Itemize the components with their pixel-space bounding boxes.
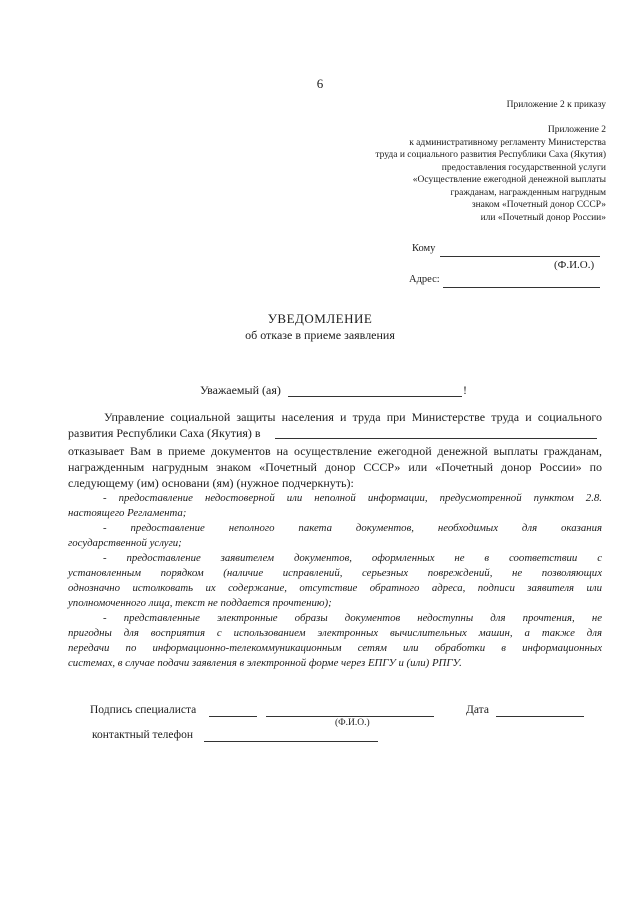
specialist-label: Подпись специалиста	[90, 704, 197, 716]
appendix-ref: Приложение 2 к приказу	[506, 100, 606, 110]
ground-line: уполномоченного лица, текст не поддается прочтению);	[68, 597, 332, 609]
body-line: награжденным нагрудным знаком «Почетный донор СССР» или «Почетный донор России» по	[68, 460, 602, 474]
address-label: Адрес:	[409, 274, 440, 285]
appendix-line: или «Почетный донор России»	[480, 212, 606, 223]
appendix-line: гражданам, награжденным нагрудным	[450, 187, 606, 198]
ground-line: настоящего Регламента;	[68, 507, 187, 519]
appendix-line: знаком «Почетный донор СССР»	[471, 200, 606, 210]
appendix-line: труда и социального развития Республики Саха (Якутия)	[375, 150, 606, 160]
appendix-line: к административному регламенту Министерства	[409, 137, 606, 148]
ground-line: - предоставление заявителем документов, оформленных не в соответствии с	[103, 552, 602, 564]
date-line[interactable]	[496, 716, 584, 717]
signature-line[interactable]	[209, 716, 257, 717]
appendix-line: Приложение 2	[547, 125, 606, 135]
body-line: следующему (им) основани (ям) (нужное подчеркнуть):	[68, 476, 354, 490]
ground-line: пригодны для восприятия с использованием электронных вычислительных машин, а также для	[68, 627, 602, 639]
greeting-name-line[interactable]	[288, 396, 462, 397]
phone-line[interactable]	[204, 741, 378, 742]
greeting: Уважаемый (ая)	[200, 383, 281, 397]
appendix-line: предоставления государственной услуги	[441, 162, 606, 173]
page-number: 6	[316, 76, 324, 91]
ground-line: - предоставление неполного пакета документов, необходимых для оказания	[103, 522, 602, 534]
ground-line: государственной услуги;	[68, 537, 182, 549]
specialist-fio-caption: (Ф.И.О.)	[335, 718, 370, 728]
address-field-line[interactable]	[443, 287, 600, 288]
to-label: Кому	[412, 243, 436, 254]
ground-line: - представленные электронные образы документов недоступны для прочтения, не	[103, 612, 602, 624]
ground-line: установленным порядком (наличие исправлений, серьезных повреждений, не позволяющих	[68, 567, 602, 579]
body-line: развития Республики Саха (Якутия) в	[68, 426, 261, 440]
notice-subtitle: об отказе в приеме заявления	[245, 328, 395, 342]
ground-line: системах, в случае подачи заявления в электронной форме через ЕПГУ и (или) РПГУ.	[68, 657, 462, 669]
ground-line: передачи по информационно-телекоммуникационным сетям или обработки в информационных	[68, 642, 602, 654]
body-line: отказывает Вам в приеме документов на осуществление ежегодной денежной выплаты гражданам,	[68, 444, 602, 458]
phone-label: контактный телефон	[92, 729, 194, 741]
specialist-fio-line[interactable]	[266, 716, 434, 717]
to-field-line[interactable]	[440, 256, 600, 257]
date-label: Дата	[466, 704, 489, 716]
appendix-line: «Осуществление ежегодной денежной выплаты	[412, 175, 606, 185]
ground-line: однозначно истолковать их содержание, отсутствие обратного адреса, подписи заявителя или	[68, 582, 602, 594]
greeting-end: !	[463, 383, 467, 397]
body-line: Управление социальной защиты населения и труда при Министерстве труда и социального	[104, 410, 602, 424]
appendix-block	[375, 124, 606, 224]
recipient-fio-caption: (Ф.И.О.)	[554, 259, 595, 271]
notice-title: УВЕДОМЛЕНИЕ	[267, 311, 373, 326]
ground-line: - предоставление недостоверной или неполной информации, предусмотренной пунктом 2.8.	[103, 492, 602, 504]
department-field-line[interactable]	[275, 438, 597, 439]
